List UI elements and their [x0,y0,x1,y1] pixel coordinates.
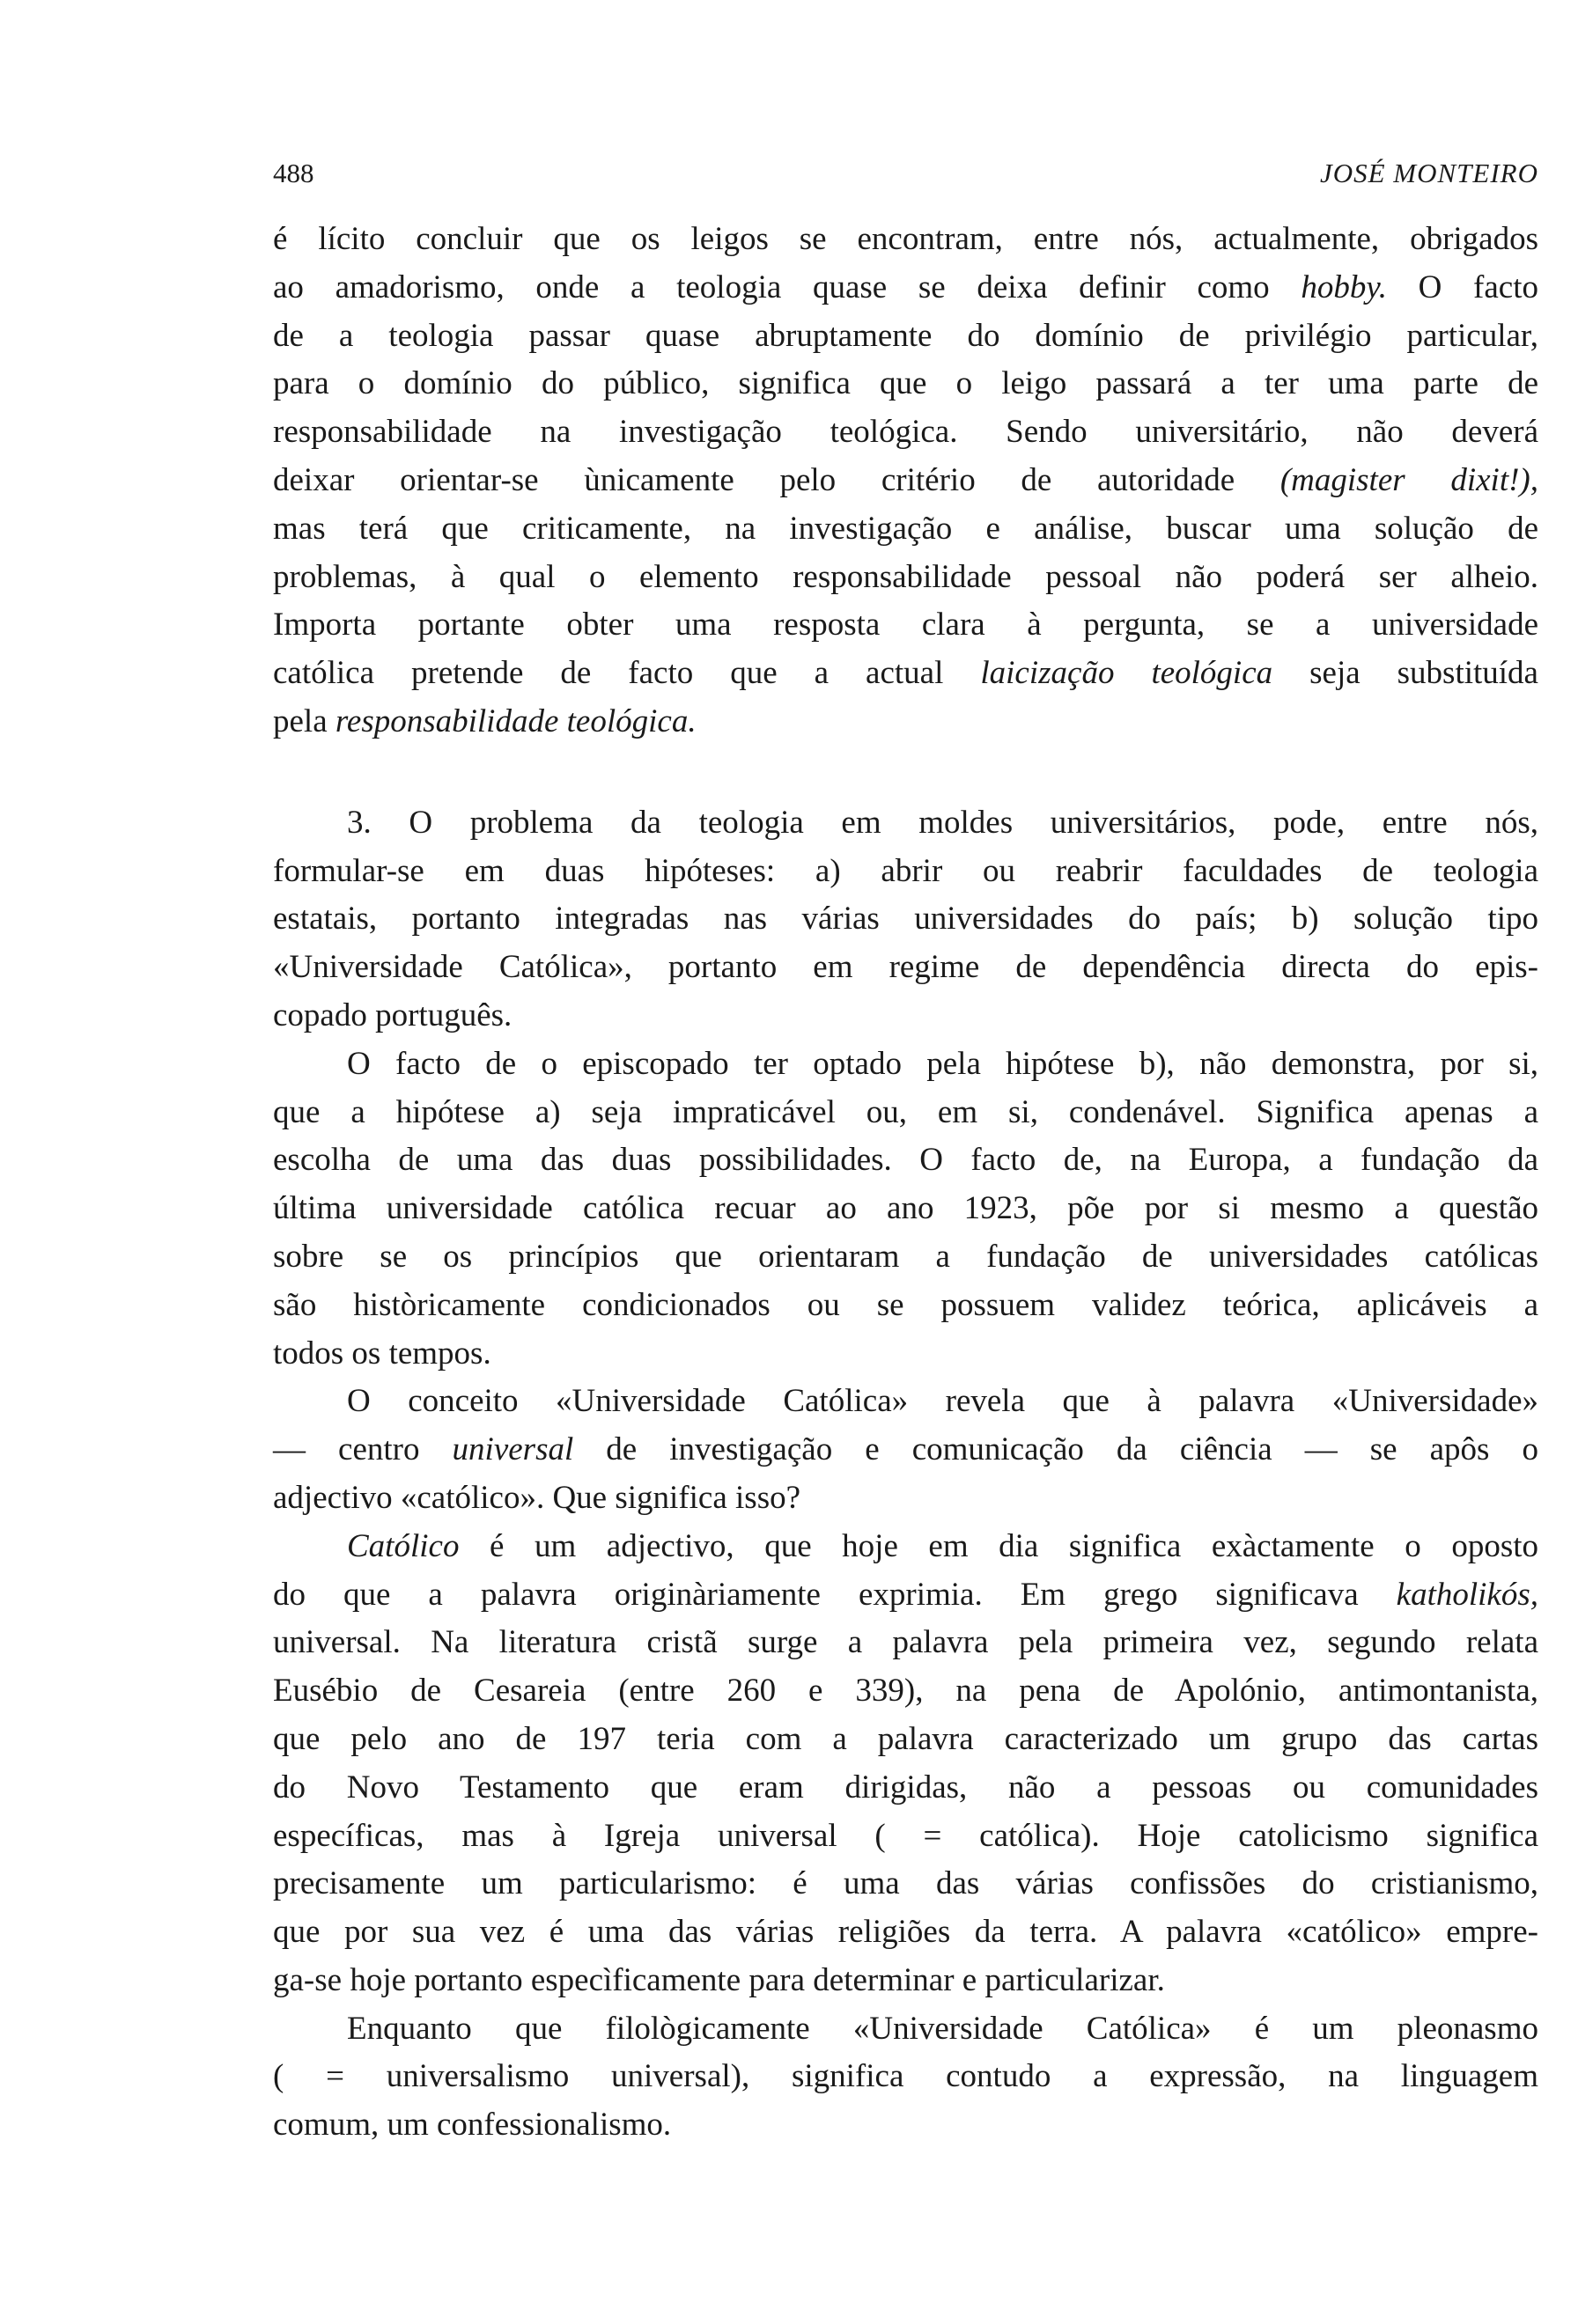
text-line [273,1764,1538,1813]
text-line [273,2053,1538,2101]
text-line [273,216,1538,264]
paragraph [273,2005,1538,2150]
text-segment: — centro [273,1431,453,1468]
text-segment: responsabilidade na investigação teológica. Sendo universitário, não deverá [273,414,1538,451]
italic-text: hobby. [1301,268,1387,305]
italic-text: laicização teológica [980,655,1273,692]
text-segment: católica pretende de facto que a actual [273,655,981,692]
text-segment: precisamente um particularismo: é uma das várias confissões do cristianismo, [273,1865,1538,1902]
text-segment: que pelo ano de 197 teria com a palavra caracterizado um grupo das cartas [273,1720,1538,1757]
paragraph [273,216,1538,746]
italic-text: universal [452,1431,574,1468]
text-line [273,1426,1538,1475]
running-head: JOSÉ MONTEIRO [1319,158,1538,188]
text-segment: do que a palavra originàriamente exprimia. Em grego significava [273,1576,1397,1613]
text-segment: estatais, portanto integradas nas várias universidades do país; b) solução tipo [273,901,1538,938]
text-segment: seja substituída [1272,655,1538,692]
text-segment: comum, um confessionalismo. [273,2107,672,2144]
text-line [273,505,1538,554]
text-line [273,1571,1538,1620]
text-line [273,650,1538,698]
italic-text: katholikós, [1396,1576,1538,1613]
text-line [273,1619,1538,1667]
text-line [273,1041,1538,1089]
text-segment: para o domínio do público, significa que o leigo passará a ter uma parte de [273,365,1538,402]
text-segment: do Novo Testamento que eram dirigidas, não a pessoas ou comunidades [273,1769,1538,1806]
text-line [273,1908,1538,1957]
text-segment: «Universidade Católica», portanto em regime de dependência directa do epis- [273,949,1538,986]
text-segment: última universidade católica recuar ao ano 1923, põe por si mesmo a questão [273,1190,1538,1227]
text-segment: Importa portante obter uma resposta clara à pergunta, se a universidade [273,607,1538,644]
text-line [273,313,1538,361]
text-segment: 3. O problema da teologia em moldes universitários, pode, entre nós, [347,804,1538,841]
text-segment: ao amadorismo, onde a teologia quase se deixa definir como [273,268,1301,305]
page-number: 488 [273,158,314,188]
text-segment: são històricamente condicionados ou se possuem validez teórica, aplicáveis a [273,1286,1538,1323]
text-line [273,1136,1538,1185]
text-segment: universal. Na literatura cristã surge a palavra pela primeira vez, segundo relata [273,1624,1538,1661]
text-line [273,360,1538,408]
paragraph [273,1523,1538,2005]
text-segment: O facto de o episcopado ter optado pela hipótese b), não demonstra, por si, [347,1045,1538,1082]
text-line [273,601,1538,650]
text-segment: mas terá que criticamente, na investigação e análise, buscar uma solução de [273,510,1538,547]
text-line [273,1330,1538,1379]
text-line [273,944,1538,992]
text-segment: específicas, mas à Igreja universal ( = católica). Hoje catolicismo significa [273,1817,1538,1854]
text-segment: de a teologia passar quase abruptamente do domínio de privilégio particular, [273,317,1538,354]
text-line [273,2101,1538,2150]
text-segment: que por sua vez é uma das várias religiões da terra. A palavra «católico» empre- [273,1914,1538,1951]
paragraph [273,1041,1538,1379]
text-line [273,698,1538,746]
text-segment: é um adjectivo, que hoje em dia significa exàctamente o oposto [459,1527,1538,1564]
text-line [273,799,1538,848]
text-line [273,1282,1538,1330]
paragraph-gap [273,746,1538,799]
text-line [273,1378,1538,1426]
text-segment: pela [273,702,336,739]
text-line [273,1475,1538,1523]
text-segment: copado português. [273,997,512,1033]
italic-text: Católico [347,1527,460,1564]
text-line [273,1716,1538,1764]
text-line [273,848,1538,896]
text-line [273,264,1538,313]
text-segment: sobre se os princípios que orientaram a fundação de universidades católicas [273,1238,1538,1275]
page-header [273,151,1538,195]
body-text [273,216,1538,2150]
text-segment: problemas, à qual o elemento responsabilidade pessoal não poderá ser alheio. [273,558,1538,595]
text-line [273,1957,1538,2005]
text-line [273,554,1538,602]
text-line [273,1860,1538,1908]
italic-text: (magister dixit!), [1279,461,1538,498]
text-line [273,992,1538,1041]
text-line [273,457,1538,505]
text-segment: deixar orientar-se ùnicamente pelo critério de autoridade [273,461,1280,498]
italic-text: responsabilidade teológica. [335,702,697,739]
text-segment: O facto [1386,268,1538,305]
text-segment: Enquanto que filològicamente «Universidade Católica» é um pleonasmo [347,2010,1538,2047]
text-segment: adjectivo «católico». Que significa isso? [273,1479,801,1516]
text-segment: é lícito concluir que os leigos se encontram, entre nós, actualmente, obrigados [273,221,1538,257]
text-line [273,2005,1538,2054]
text-segment: escolha de uma das duas possibilidades. O facto de, na Europa, a fundação da [273,1142,1538,1179]
paragraph [273,799,1538,1041]
text-segment: Eusébio de Cesareia (entre 260 e 339), na pena de Apolónio, antimontanista, [273,1673,1538,1710]
text-line [273,1089,1538,1137]
text-segment: formular-se em duas hipóteses: a) abrir ou reabrir faculdades de teologia [273,852,1538,889]
text-segment: de investigação e comunicação da ciência — se apôs o [573,1431,1538,1468]
text-line [273,1667,1538,1716]
text-segment: que a hipótese a) seja impraticável ou, em si, condenável. Significa apenas a [273,1093,1538,1130]
text-line [273,1523,1538,1571]
text-line [273,1233,1538,1282]
text-segment: ga-se hoje portanto especìficamente para determinar e particularizar. [273,1961,1165,1998]
text-segment: todos os tempos. [273,1335,491,1372]
text-line [273,1185,1538,1233]
text-segment: ( = universalismo universal), significa contudo a expressão, na linguagem [273,2058,1538,2095]
text-line [273,1813,1538,1861]
text-segment: O conceito «Universidade Católica» revela que à palavra «Universidade» [347,1383,1538,1420]
text-line [273,408,1538,457]
text-line [273,895,1538,944]
paragraph [273,1378,1538,1522]
